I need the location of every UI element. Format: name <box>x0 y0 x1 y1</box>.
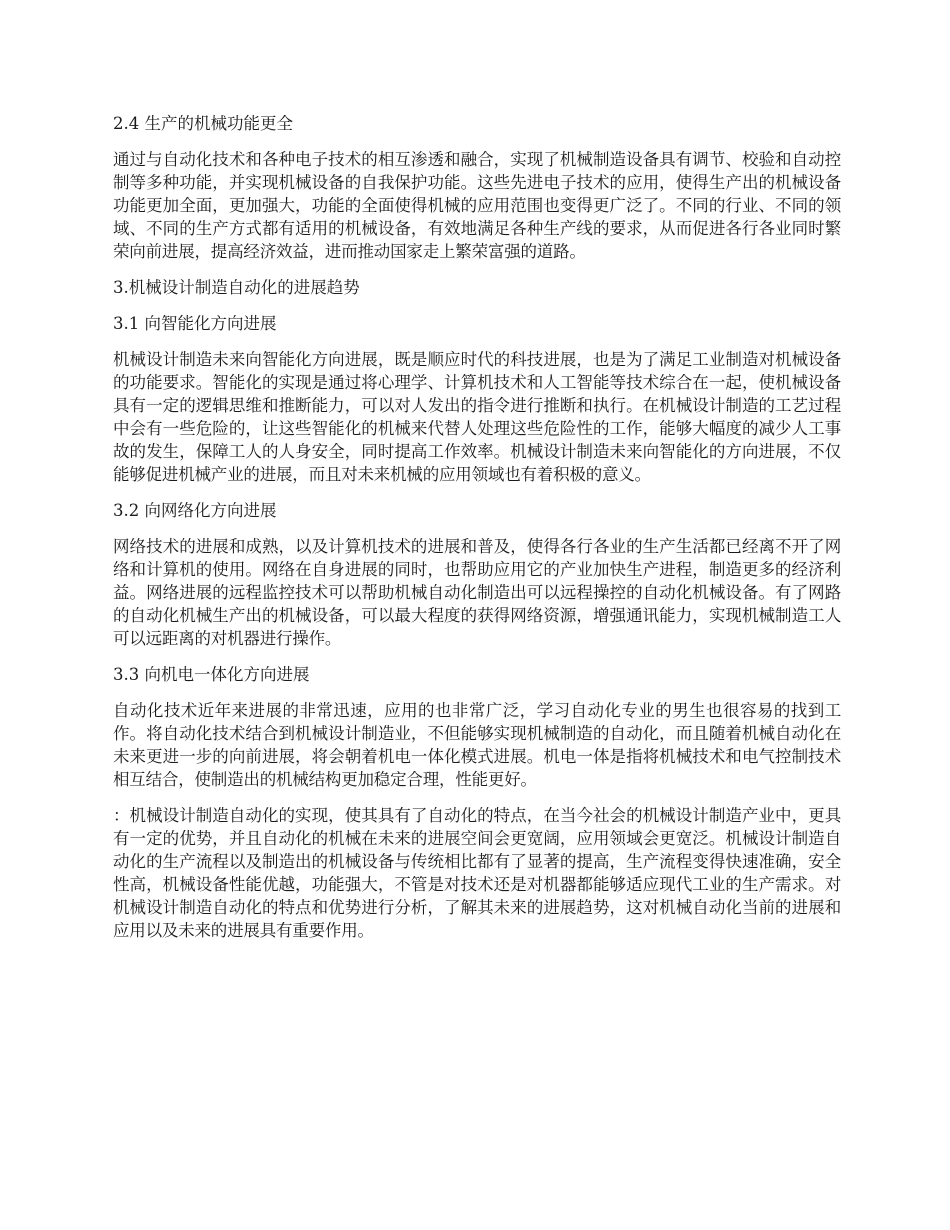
paragraph-conclusion: ：机械设计制造自动化的实现，使其具有了自动化的特点，在当今社会的机械设计制造产业中，更具有一定的优势，并且自动化的机械在未来的进展空间会更宽阔，应用领域会更宽泛。机械设计制造自动化的生产流程以及制造出的机械设备与传统相比都有了显著的提高，生产流程变得快速准确，安全性高，机械设备性能优越，功能强大，不管是对技术还是对机器都能够适应现代工业的生产需求。对机械设计制造自动化的特点和优势进行分析，了解其未来的进展趋势，这对机械自动化当前的进展和应用以及未来的进展具有重要作用。 <box>113 806 841 940</box>
section-heading-3-1: 3.1 向智能化方向进展 <box>113 314 277 333</box>
section-heading-2-4: 2.4 生产的机械功能更全 <box>113 114 293 133</box>
section-heading-3-2: 3.2 向网络化方向进展 <box>113 501 277 520</box>
document-page <box>113 112 841 955</box>
paragraph-3-3-body: 自动化技术近年来进展的非常迅速，应用的也非常广泛，学习自动化专业的男生也很容易的找到工作。将自动化技术结合到机械设计制造业，不但能够实现机械制造的自动化，而且随着机械自动化在未来更进一步的向前进展，将会朝着机电一体化模式进展。机电一体是指将机械技术和电气控制技术相互结合，使制造出的机械结构更加稳定合理，性能更好。 <box>113 701 841 789</box>
paragraph-3-1-body: 机械设计制造未来向智能化方向进展，既是顺应时代的科技进展，也是为了满足工业制造对机械设备的功能要求。智能化的实现是通过将心理学、计算机技术和人工智能等技术综合在一起，使机械设备具有一定的逻辑思维和推断能力，可以对人发出的指令进行推断和执行。在机械设计制造的工艺过程中会有一些危险的，让这些智能化的机械来代替人处理这些危险性的工作，能够大幅度的减少人工事故的发生，保障工人的人身安全，同时提高工作效率。机械设计制造未来向智能化的方向进展，不仅能够促进机械产业的进展，而且对未来机械的应用领域也有着积极的意义。 <box>113 350 841 484</box>
section-heading-3-3: 3.3 向机电一体化方向进展 <box>113 665 310 684</box>
paragraph-2-4-body: 通过与自动化技术和各种电子技术的相互渗透和融合，实现了机械制造设备具有调节、校验和自动控制等多种功能，并实现机械设备的自我保护功能。这些先进电子技术的应用，使得生产出的机械设备功能更加全面，更加强大，功能的全面使得机械的应用范围也变得更广泛了。不同的行业、不同的领域、不同的生产方式都有适用的机械设备，有效地满足各种生产线的要求，从而促进各行各业同时繁荣向前进展，提高经济效益，进而推动国家走上繁荣富强的道路。 <box>113 150 841 261</box>
paragraph-3-2-body: 网络技术的进展和成熟，以及计算机技术的进展和普及，使得各行各业的生产生活都已经离不开了网络和计算机的使用。网络在自身进展的同时，也帮助应用它的产业加快生产进程，制造更多的经济利益。网络进展的远程监控技术可以帮助机械自动化制造出可以远程操控的自动化机械设备。有了网路的自动化机械生产出的机械设备，可以最大程度的获得网络资源，增强通讯能力，实现机械制造工人可以远距离的对机器进行操作。 <box>113 537 841 648</box>
section-heading-3: 3.机械设计制造自动化的进展趋势 <box>113 278 360 297</box>
